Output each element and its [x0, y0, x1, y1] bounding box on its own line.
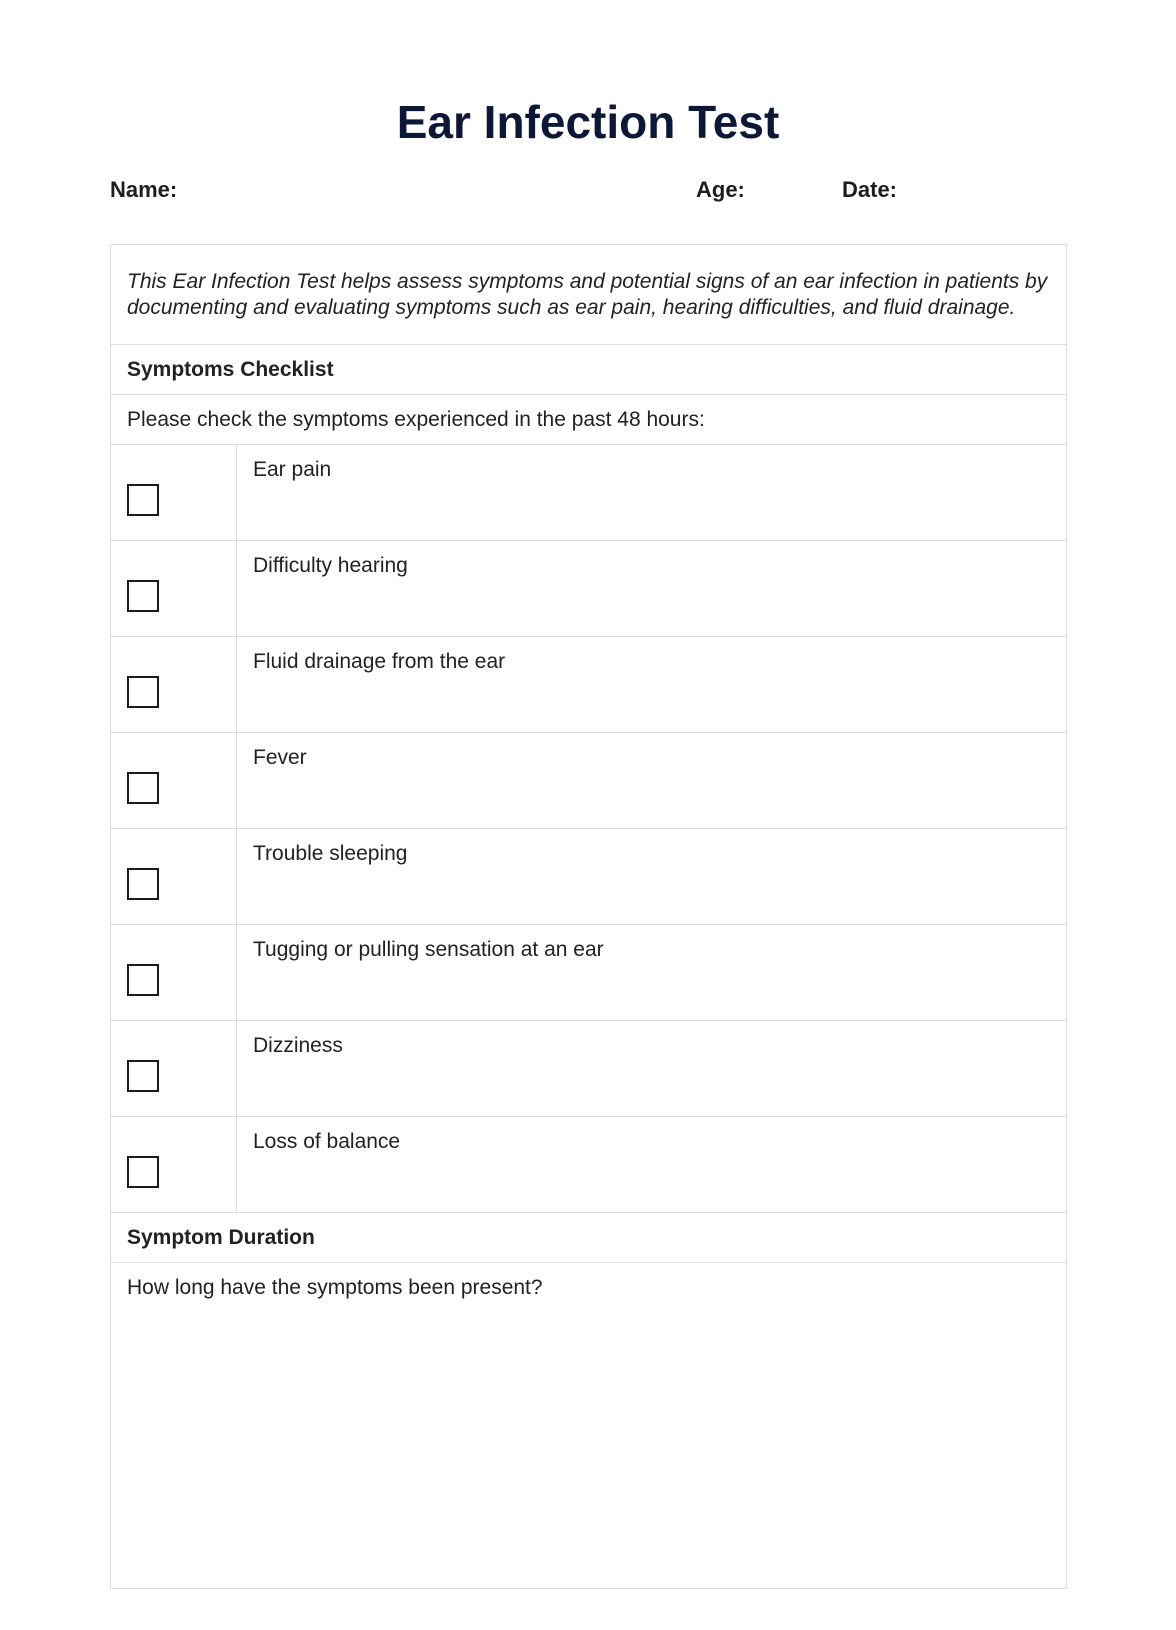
instruction-row: [111, 395, 1067, 445]
symptom-duration-question: How long have the symptoms been present?: [127, 1276, 543, 1299]
fever-checkbox[interactable]: [127, 772, 159, 804]
table-row: [111, 829, 1067, 925]
symptom-label: Fluid drainage from the ear: [237, 637, 1067, 733]
dizziness-checkbox[interactable]: [127, 1060, 159, 1092]
ear-tugging-checkbox[interactable]: [127, 964, 159, 996]
symptom-label: Trouble sleeping: [237, 829, 1067, 925]
symptom-label: Difficulty hearing: [237, 541, 1067, 637]
difficulty-hearing-checkbox[interactable]: [127, 580, 159, 612]
symptoms-checklist-heading: Symptoms Checklist: [111, 345, 1067, 395]
symptom-duration-heading: Symptom Duration: [111, 1213, 1067, 1263]
table-row: [111, 733, 1067, 829]
table-row: [111, 445, 1067, 541]
symptom-duration-heading-row: [111, 1213, 1067, 1263]
symptom-duration-answer-row: [111, 1263, 1067, 1589]
ear-pain-checkbox[interactable]: [127, 484, 159, 516]
symptom-duration-answer-area[interactable]: [111, 1263, 1067, 1589]
date-field-label: Date:: [842, 177, 898, 202]
symptoms-checklist-heading-row: [111, 345, 1067, 395]
table-row: [111, 925, 1067, 1021]
symptom-label: Fever: [237, 733, 1067, 829]
intro-row: [111, 245, 1067, 345]
table-row: [111, 637, 1067, 733]
intro-text: This Ear Infection Test helps assess symptoms and potential signs of an ear infection in patients by documenting and evaluating symptoms such as ear pain, hearing difficulties, and fluid drainage.: [111, 245, 1067, 345]
table-row: [111, 1021, 1067, 1117]
loss-of-balance-checkbox[interactable]: [127, 1156, 159, 1188]
name-field-label: Name:: [110, 177, 178, 202]
symptom-label: Tugging or pulling sensation at an ear: [237, 925, 1067, 1021]
page-title: Ear Infection Test: [396, 96, 780, 148]
age-field-label: Age:: [696, 177, 745, 202]
ear-infection-form-table: [110, 244, 1067, 1589]
fluid-drainage-checkbox[interactable]: [127, 676, 159, 708]
table-row: [111, 1117, 1067, 1213]
trouble-sleeping-checkbox[interactable]: [127, 868, 159, 900]
symptom-label: Ear pain: [237, 445, 1067, 541]
table-row: [111, 541, 1067, 637]
checklist-instruction: Please check the symptoms experienced in the past 48 hours:: [111, 395, 1067, 445]
symptom-label: Dizziness: [237, 1021, 1067, 1117]
symptom-label: Loss of balance: [237, 1117, 1067, 1213]
